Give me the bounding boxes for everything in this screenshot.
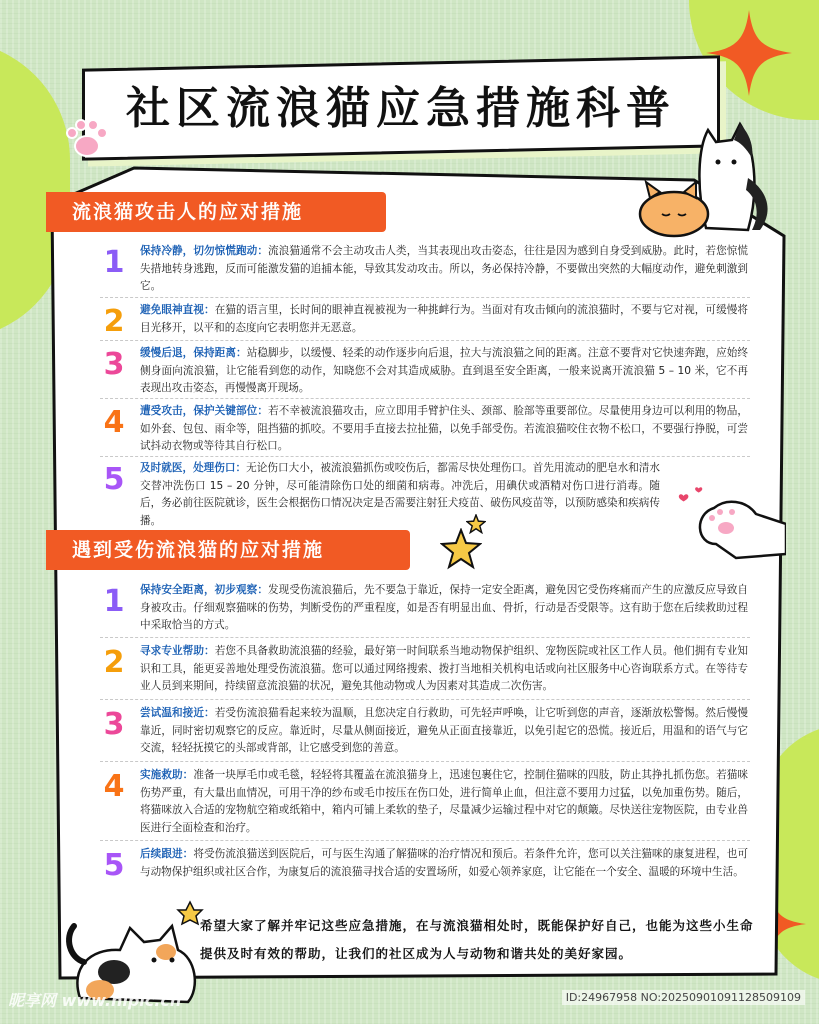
item-highlight: 避免眼神直视： — [140, 304, 215, 316]
cat-paw-icon — [676, 484, 786, 564]
list-item — [100, 403, 748, 455]
divider — [100, 456, 750, 457]
yellow-star-icon — [440, 528, 482, 570]
item-body: 若不幸被流浪猫攻击，应立即用手臂护住头、颈部、脸部等重要部位。尽量使用身边可以利用的物品，如外套、包包、雨伞等，阻挡猫的抓咬。不要用手直接去拉扯猫，以免手部受伤。若流浪猫咬住衣物不松口，不要强行挣脱，可尝试抖动衣物或等待其自行松口。 — [140, 405, 748, 452]
item-number: 1 — [103, 245, 125, 280]
item-number: 5 — [103, 462, 125, 497]
item-highlight: 及时就医，处理伤口： — [140, 462, 247, 474]
watermark-logo: 昵享网 www.nipic.cn — [8, 991, 182, 1010]
item-body: 站稳脚步，以缓慢、轻柔的动作逐步向后退，拉大与流浪猫之间的距离。注意不要背对它快速奔跑，应始终侧身面向流浪猫，让它能看到您的动作，知晓您不会对其造成威胁。直到退至安全距离，一般来说离开流浪猫 5 – 10 米，它不再表现出攻击姿态，再慢慢离开现场。 — [140, 347, 749, 394]
item-text — [140, 582, 748, 635]
section-header-attack: 流浪猫攻击人的应对措施 — [46, 192, 386, 232]
item-number: 4 — [103, 769, 125, 804]
item-number: 2 — [103, 645, 125, 680]
item-text — [140, 767, 748, 837]
item-body: 将受伤流浪猫送到医院后，可与医生沟通了解猫咪的治疗情况和预后。若条件允许，您可以关注猫咪的康复进程，也可与动物保护组织或社区合作，为康复后的流浪猫寻找合适的安置场所，如爱心领养家庭，让它能在一个安全、温暖的环境中生活。 — [140, 848, 748, 878]
list-item — [100, 302, 748, 338]
item-text — [140, 846, 748, 881]
item-text — [140, 243, 748, 296]
item-number: 3 — [103, 347, 125, 382]
item-body: 准备一块厚毛巾或毛毯，轻轻将其覆盖在流浪猫身上，迅速包裹住它，控制住猫咪的四肢，防止其挣扎抓伤您。若猫咪伤势严重，有大量出血情况，可用干净的纱布或毛巾按压在伤口处，进行简单止血，但注意不要用力过猛，以免加重伤势。随后，将猫咪放入合适的宠物航空箱或纸箱中，箱内可铺上柔软的垫子，尽量减少运输过程中对它的颠簸。尽快送往宠物医院，由专业兽医进行全面检查和治疗。 — [140, 769, 748, 834]
item-body: 在猫的语言里，长时间的眼神直视被视为一种挑衅行为。当面对有攻击倾向的流浪猫时，不要与它对视，可缓慢将目光移开，以平和的态度向它表明您并无恶意。 — [140, 304, 749, 334]
item-number: 2 — [103, 304, 125, 339]
item-highlight: 尝试温和接近： — [140, 707, 215, 719]
divider — [100, 761, 750, 762]
divider — [100, 840, 750, 841]
item-body: 发现受伤流浪猫后，先不要急于靠近，保持一定安全距离，避免因它受伤疼痛而产生的应激反应导致自身被攻击。仔细观察猫咪的伤势，判断受伤的严重程度，如是否有明显出血、骨折，行动是否受限等。这有助于您在后续救助过程中采取恰当的方式。 — [140, 584, 748, 631]
item-highlight: 遭受攻击，保护关键部位： — [140, 405, 269, 417]
item-body: 若受伤流浪猫看起来较为温顺，且您决定自行救助，可先轻声呼唤，让它听到您的声音，逐渐放松警惕。然后慢慢靠近，同时密切观察它的反应。靠近时，尽量从侧面接近，避免从正面直接靠近，以免引起它的恐慌。接近后，用温和的语气与它交流，轻轻抚摸它的头部或背部，让它感受到您的善意。 — [140, 707, 749, 754]
divider — [100, 340, 750, 341]
list-item — [100, 460, 661, 527]
list-item — [100, 345, 748, 397]
paw-print-icon — [64, 118, 110, 160]
divider — [100, 297, 750, 298]
list-item — [100, 582, 748, 634]
image-id-label: ID:24967958 NO:20250901091128509109 — [562, 990, 805, 1005]
item-highlight: 缓慢后退，保持距离： — [140, 347, 247, 359]
item-body: 无论伤口大小，被流浪猫抓伤或咬伤后，都需尽快处理伤口。首先用流动的肥皂水和清水交替冲洗伤口 15 – 20 分钟，尽可能清除伤口处的细菌和病毒。冲洗后，用碘伏或酒精对伤口进行消毒。随后，务必前往医院就诊，医生会根据伤口情况决定是否需要注射狂犬疫苗、破伤风疫苗等，以预防感染和疾病传播。 — [140, 462, 661, 527]
item-number: 1 — [103, 584, 125, 619]
divider — [100, 699, 750, 700]
item-highlight: 寻求专业帮助： — [140, 645, 215, 657]
item-highlight: 后续跟进： — [140, 848, 194, 860]
item-text — [140, 345, 748, 398]
section-header-injured: 遇到受伤流浪猫的应对措施 — [46, 530, 410, 570]
item-text — [140, 460, 660, 530]
item-highlight: 保持安全距离，初步观察： — [140, 584, 269, 596]
item-text — [140, 403, 748, 456]
closing-message: 希望大家了解并牢记这些应急措施，在与流浪猫相处时，既能保护好自己，也能为这些小生命提供及时有效的帮助，让我们的社区成为人与动物和谐共处的美好家园。 — [200, 918, 754, 961]
list-item — [100, 767, 748, 837]
item-highlight: 保持冷静，切勿惊慌跑动： — [140, 245, 269, 257]
item-body: 流浪猫通常不会主动攻击人类，当其表现出攻击姿态，往往是因为感到自身受到威胁。此时，若您惊慌失措地转身逃跑，反而可能激发猫的追捕本能，导致其发动攻击。所以，务必保持冷静，不要做出突然的大幅度动作，避免刺激到它。 — [140, 245, 748, 292]
item-text — [140, 302, 748, 337]
item-body: 若您不具备救助流浪猫的经验，最好第一时间联系当地动物保护组织、宠物医院或社区工作人员。他们拥有专业知识和工具，能更妥善地处理受伤流浪猫。您可以通过网络搜索、拨打当地相关机构电话或向社区服务中心咨询联系方式。在等待专业人员到来期间，持续留意流浪猫的状况，避免其他动物或人为因素对其造成二次伤害。 — [140, 645, 749, 692]
divider — [100, 637, 750, 638]
item-number: 3 — [103, 707, 125, 742]
divider — [100, 398, 750, 399]
list-item — [100, 705, 748, 757]
list-item — [100, 243, 748, 295]
item-number: 5 — [103, 848, 125, 883]
page-title: 社区流浪猫应急措施科普 — [126, 83, 676, 134]
item-text — [140, 705, 748, 758]
item-highlight: 实施救助： — [140, 769, 194, 781]
item-text — [140, 643, 748, 696]
cats-illustration-icon — [636, 118, 786, 238]
list-item — [100, 846, 748, 898]
list-item — [100, 643, 748, 695]
yellow-star-icon — [466, 514, 486, 534]
item-number: 4 — [103, 405, 125, 440]
